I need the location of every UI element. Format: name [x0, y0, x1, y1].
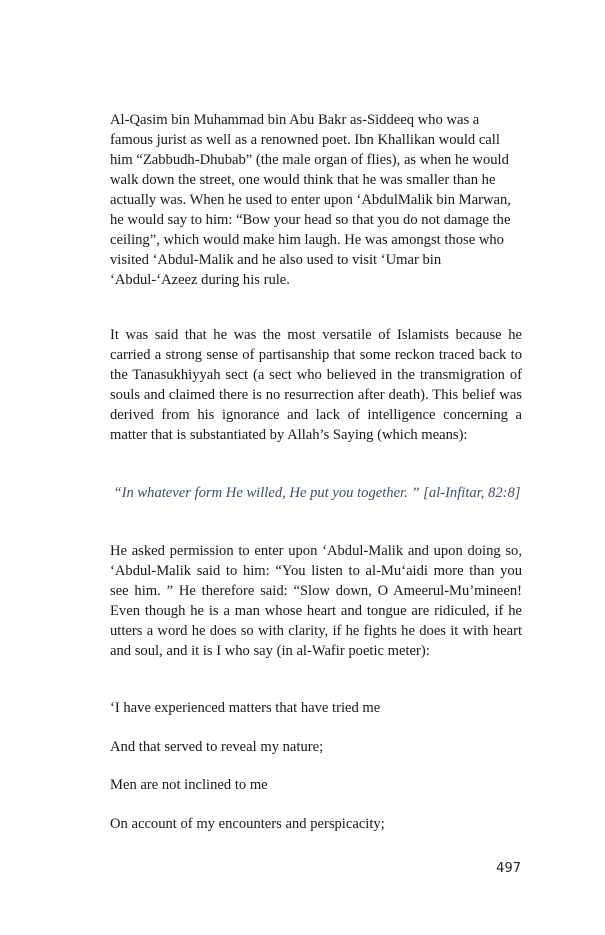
verse-line: Men are not inclined to me — [110, 777, 268, 793]
paragraph-partisanship: It was said that he was the most versatile of Islamists because he carried a strong sense of partisanship that some reckon traced back to the Tanasukhiyyah sect (a sect who believed in the transmigration of souls and claimed there is no resurrection after death). This belief was derived from his ignorance and lack of intelligence concerning a matter that is substantiated by Allah’s Saying (which means): — [110, 327, 522, 443]
verse-line: ‘I have experienced matters that have tried me — [110, 700, 381, 716]
verse-line: On account of my encounters and perspicacity; — [110, 816, 385, 832]
paragraph-intro: Al-Qasim bin Muhammad bin Abu Bakr as-Siddeeq who was a famous jurist as well as a renowned poet. Ibn Khallikan would call him “Zabbudh-Dhubab” (the male organ of flies), as when he would walk down the street, one would think that he was smaller than he actually was. When he used to enter upon ‘AbdulMalik bin Marwan, he would say to him: “Bow your head so that you do not damage the ceiling”, which would make him laugh. He was amongst those who visited ‘Abdul-Malik and he also used to visit ‘Umar bin ‘Abdul-‘Azeez during his rule. — [110, 112, 511, 288]
verse-line: And that served to reveal my nature; — [110, 739, 324, 755]
quran-quote: “In whatever form He willed, He put you together. ” [al-Infitar, 82:8] — [113, 485, 521, 501]
paragraph-permission: He asked permission to enter upon ‘Abdul-Malik and upon doing so, ‘Abdul-Malik said to him: “You listen to al-Mu‘aidi more than you see him. ” He therefore said: “Slow down, O Ameerul-Mu’mineen! Even though he is a man whose heart and tongue are ridiculed, if he utters a word he does so with clarity, if he fights he does it with heart and soul, and it is I who say (in al-Wafir poetic meter): — [110, 543, 522, 659]
page-number: 497 — [496, 861, 521, 876]
